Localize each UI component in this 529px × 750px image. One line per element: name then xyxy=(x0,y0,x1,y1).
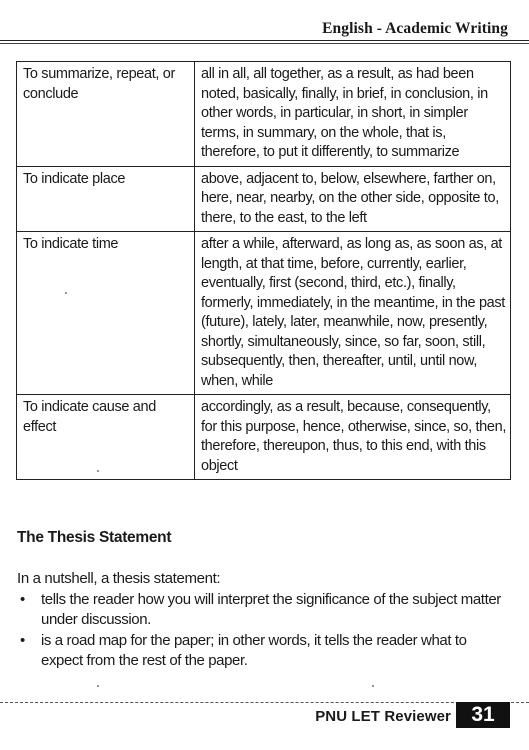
transition-words-cell: above, adjacent to, below, elsewhere, farther on, here, near, nearby, on the other side, opposite to, there, to the east, to the left xyxy=(195,166,511,232)
header-title: English - Academic Writing xyxy=(322,20,508,37)
footer-label: PNU LET Reviewer xyxy=(315,708,451,725)
transition-words-cell: accordingly, as a result, because, consequently, for this purpose, hence, otherwise, since, so, then, therefore, thereupon, thus, to this end, with this object xyxy=(195,395,511,480)
table-row xyxy=(17,232,511,395)
transition-words-cell: all in all, all together, as a result, as had been noted, basically, finally, in brief, in conclusion, in other words, in particular, in short, in simpler terms, in summary, on the whole, that is, therefore, to put it differently, to summarize xyxy=(195,62,511,167)
scan-speck xyxy=(97,470,99,472)
page-header xyxy=(0,0,529,44)
list-item xyxy=(17,590,512,630)
list-item xyxy=(17,631,512,671)
bullet-icon: • xyxy=(20,591,25,608)
bullet-icon: • xyxy=(20,632,25,649)
scan-speck xyxy=(65,292,67,294)
table-row xyxy=(17,62,511,167)
transition-words-table xyxy=(16,61,511,480)
purpose-cell: To indicate cause and effect xyxy=(17,395,195,480)
table-row xyxy=(17,166,511,232)
thesis-section-heading: The Thesis Statement xyxy=(17,529,172,546)
transition-words-cell: after a while, afterward, as long as, as soon as, at length, at that time, before, currently, earlier, eventually, first (second, third, etc.), finally, formerly, immediately, in the meantime, in the past (future), lately, later, meanwhile, now, presently, shortly, simultaneously, since, so far, soon, still, subsequently, then, thereafter, until, until now, when, while xyxy=(195,232,511,395)
scan-speck xyxy=(372,685,374,687)
purpose-cell: To summarize, repeat, or conclude xyxy=(17,62,195,167)
bullet-text: is a road map for the paper; in other words, it tells the reader what to expect from the rest of the paper. xyxy=(41,632,467,669)
table-row xyxy=(17,395,511,480)
purpose-cell: To indicate place xyxy=(17,166,195,232)
header-rule xyxy=(0,40,529,41)
footer-rule xyxy=(0,702,529,703)
header-rule-secondary xyxy=(0,43,529,44)
purpose-cell: To indicate time xyxy=(17,232,195,395)
thesis-bullet-list xyxy=(17,590,512,672)
thesis-intro: In a nutshell, a thesis statement: xyxy=(17,570,221,587)
scan-speck xyxy=(97,685,99,687)
bullet-text: tells the reader how you will interpret the significance of the subject matter under discussion. xyxy=(41,591,501,628)
page-number: 31 xyxy=(456,702,510,728)
